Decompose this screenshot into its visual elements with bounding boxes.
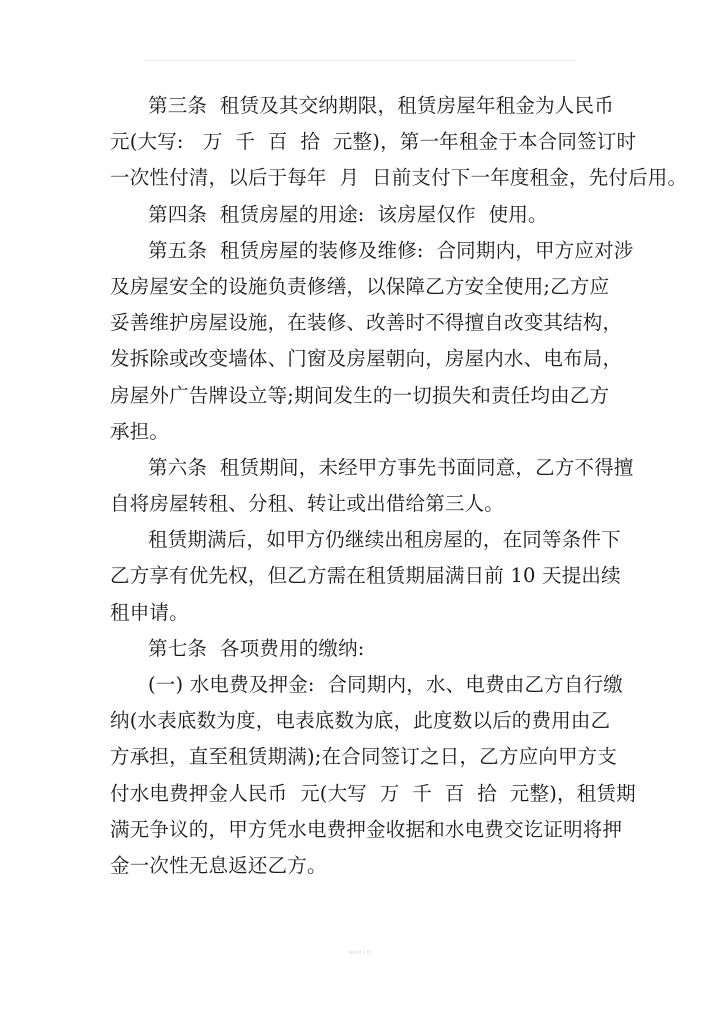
paragraph-line: 金一次性无息返还乙方。 — [110, 853, 327, 877]
paragraph-line: 房屋外广告牌设立等;期间发生的一切损失和责任均由乙方 — [110, 383, 610, 407]
document-body — [110, 88, 688, 884]
paragraph-line: 妥善维护房屋设施，在装修、改善时不得擅自改变其结构， — [110, 311, 623, 335]
paragraph-line: 第五条 租赁房屋的装修及维修: 合同期内，甲方应对涉 — [148, 238, 634, 262]
footer-watermark: word文档 — [348, 950, 372, 956]
paragraph-line: 纳(水表底数为度，电表底数为底，此度数以后的费用由乙 — [110, 709, 611, 733]
paragraph-line: 第七条 各项费用的缴纳: — [148, 636, 365, 660]
header-divider — [144, 60, 576, 61]
paragraph-line: 乙方享有优先权，但乙方需在租赁期届满日前 10 天提出续 — [110, 564, 621, 588]
paragraph-line: 租赁期满后，如甲方仍继续出租房屋的，在同等条件下 — [148, 528, 621, 552]
paragraph-line: 自将房屋转租、分租、转让或出借给第三人。 — [110, 492, 505, 516]
paragraph-line: 发拆除或改变墙体、门窗及房屋朝向，房屋内水、电布局， — [110, 347, 623, 371]
paragraph-line: 满无争议的，甲方凭水电费押金收据和水电费交讫证明将押 — [110, 817, 623, 841]
paragraph-line: 租申请。 — [110, 600, 189, 624]
paragraph-line: 第三条 租赁及其交纳期限，租赁房屋年租金为人民币 — [148, 94, 614, 117]
paragraph-line: 第六条 租赁期间，未经甲方事先书面同意，乙方不得擅 — [148, 455, 634, 479]
paragraph-line: 及房屋安全的设施负责修缮，以保障乙方安全使用;乙方应 — [110, 274, 610, 298]
paragraph-line: 承担。 — [110, 419, 170, 443]
paragraph-line: 第四条 租赁房屋的用途: 该房屋仅作 使用。 — [148, 202, 548, 226]
paragraph-line: (一) 水电费及押金: 合同期内，水、电费由乙方自行缴 — [148, 673, 623, 696]
paragraph-line: 元(大写: 万 千 百 拾 元整)，第一年租金于本合同签订时 — [110, 130, 637, 154]
paragraph-line: 一次性付清，以后于每年 月 日前支付下一年度租金，先付后用。 — [110, 166, 688, 190]
paragraph-line: 方承担，直至租赁期满);在合同签订之日，乙方应向甲方支 — [110, 745, 618, 769]
paragraph-line: 付水电费押金人民币 元(大写 万 千 百 拾 元整)，租赁期 — [110, 781, 636, 805]
